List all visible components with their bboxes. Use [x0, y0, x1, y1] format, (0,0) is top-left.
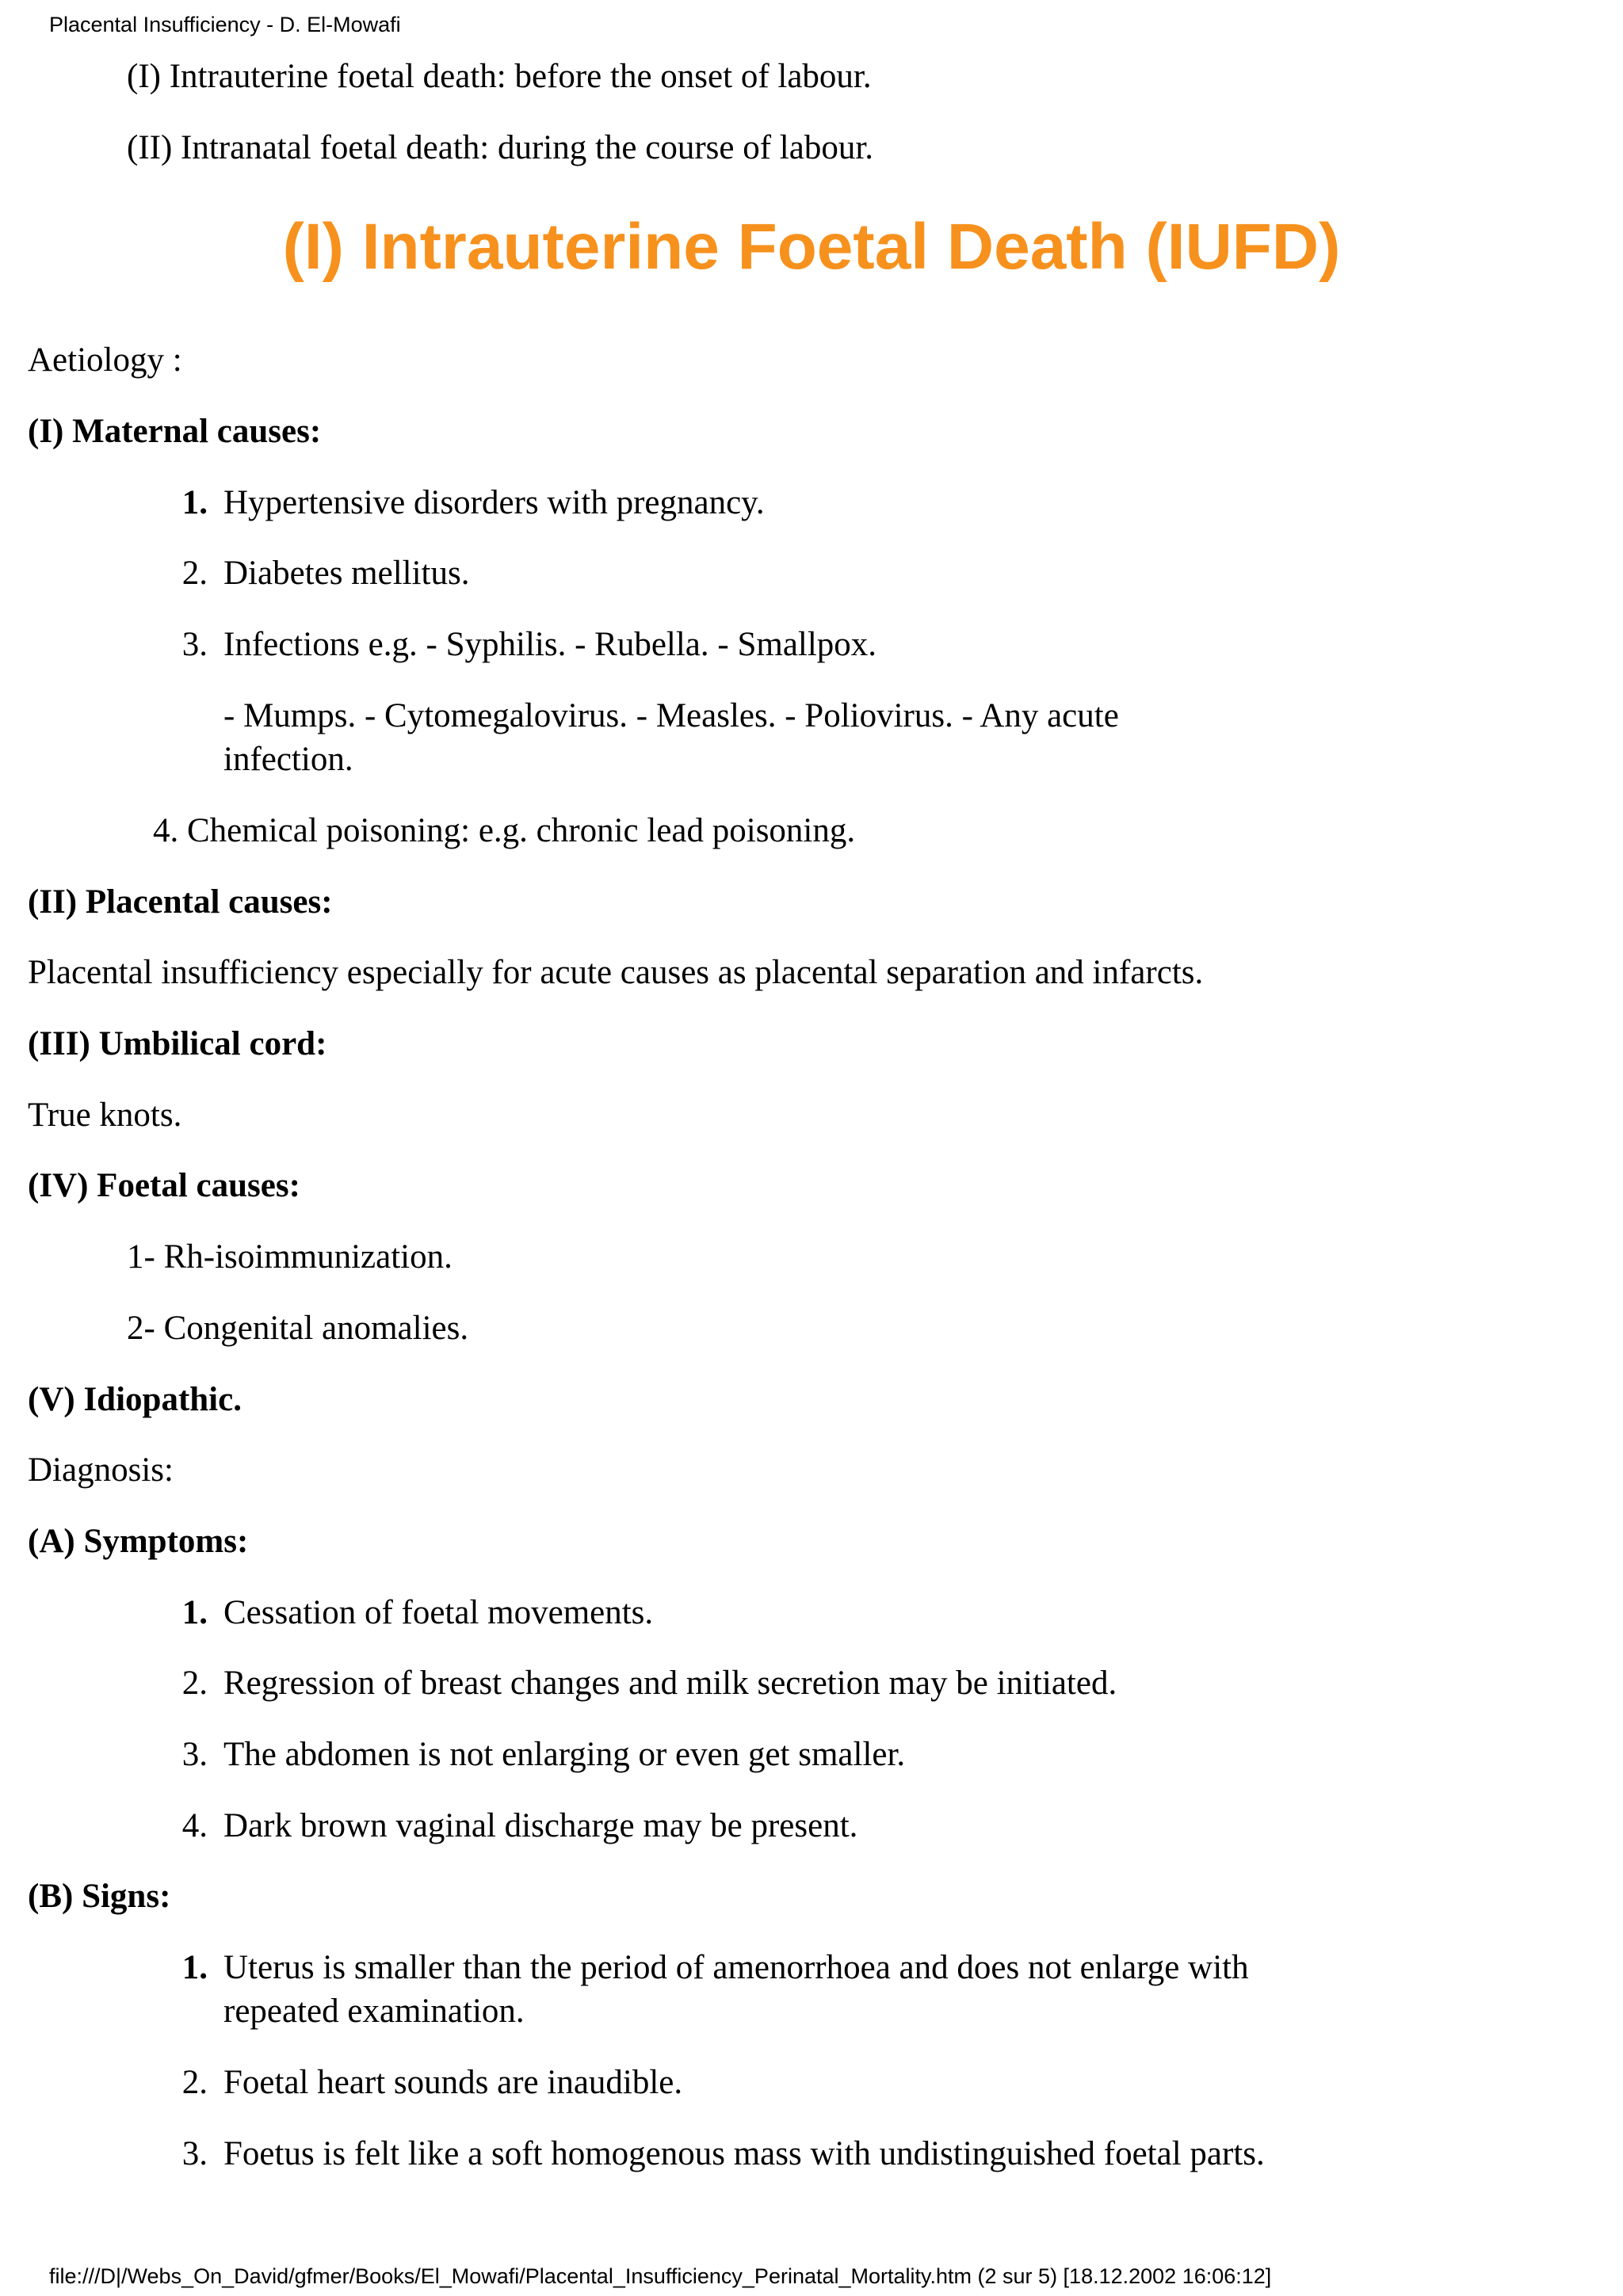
list-text: Diabetes mellitus. — [223, 555, 470, 592]
diagnosis-label: Diagnosis: — [28, 1451, 174, 1489]
intro-line-2: (II) Intranatal foetal death: during the course of labour. — [127, 129, 874, 166]
aetiology-label: Aetiology : — [28, 341, 182, 379]
source-footer: file:///D|/Webs_On_David/gfmer/Books/El_Mowafi/Placental_Insufficiency_Perinatal_Mortality.htm (2 sur 5) [18.12.2002 16:06:12] — [49, 2264, 1272, 2288]
list-number: 3. — [181, 1736, 208, 1773]
symptoms-heading: (A) Symptoms: — [28, 1523, 249, 1560]
list-number: 1. — [181, 1594, 208, 1631]
list-number: 3. — [181, 626, 208, 663]
infections-continued-line-1: - Mumps. - Cytomegalovirus. - Measles. - Poliovirus. - Any acute — [223, 697, 1119, 734]
list-text-continued: repeated examination. — [223, 1993, 525, 2030]
idiopathic-heading: (V) Idiopathic. — [28, 1381, 242, 1418]
intro-line-1: (I) Intrauterine foetal death: before the onset of labour. — [127, 58, 872, 95]
page-title: (I) Intrauterine Foetal Death (IUFD) — [282, 211, 1341, 283]
umbilical-cord-heading: (III) Umbilical cord: — [28, 1025, 327, 1062]
list-number: 1. — [181, 1949, 208, 1986]
list-text: Hypertensive disorders with pregnancy. — [223, 484, 765, 521]
list-number: 4. — [181, 1807, 208, 1844]
placental-causes-heading: (II) Placental causes: — [28, 883, 333, 921]
list-number: 2. — [181, 1665, 208, 1702]
foetal-causes-heading: (IV) Foetal causes: — [28, 1167, 300, 1204]
maternal-causes-heading: (I) Maternal causes: — [28, 413, 322, 450]
list-number: 3. — [181, 2135, 208, 2172]
list-number: 1. — [181, 484, 208, 521]
list-number: 2. — [181, 555, 208, 592]
chemical-poisoning-item: 4. Chemical poisoning: e.g. chronic lead poisoning. — [153, 812, 856, 849]
placental-causes-text: Placental insufficiency especially for acute causes as placental separation and infarcts. — [28, 954, 1204, 991]
infections-continued-line-2: infection. — [223, 741, 353, 778]
list-text: Uterus is smaller than the period of amenorrhoea and does not enlarge with — [223, 1949, 1249, 1986]
foetal-cause-item: 1- Rh-isoimmunization. — [127, 1238, 453, 1276]
list-text: The abdomen is not enlarging or even get smaller. — [223, 1736, 906, 1773]
list-text: Dark brown vaginal discharge may be present. — [223, 1807, 858, 1844]
signs-heading: (B) Signs: — [28, 1878, 171, 1915]
list-text: Infections e.g. - Syphilis. - Rubella. - Smallpox. — [223, 626, 877, 663]
list-text: Cessation of foetal movements. — [223, 1594, 654, 1631]
umbilical-cord-text: True knots. — [28, 1097, 182, 1134]
list-number: 2. — [181, 2064, 208, 2101]
list-text: Foetus is felt like a soft homogenous mass with undistinguished foetal parts. — [223, 2135, 1265, 2172]
foetal-cause-item: 2- Congenital anomalies. — [127, 1310, 469, 1347]
list-text: Regression of breast changes and milk secretion may be initiated. — [223, 1665, 1117, 1702]
list-text: Foetal heart sounds are inaudible. — [223, 2064, 683, 2101]
running-header: Placental Insufficiency - D. El-Mowafi — [49, 13, 401, 36]
